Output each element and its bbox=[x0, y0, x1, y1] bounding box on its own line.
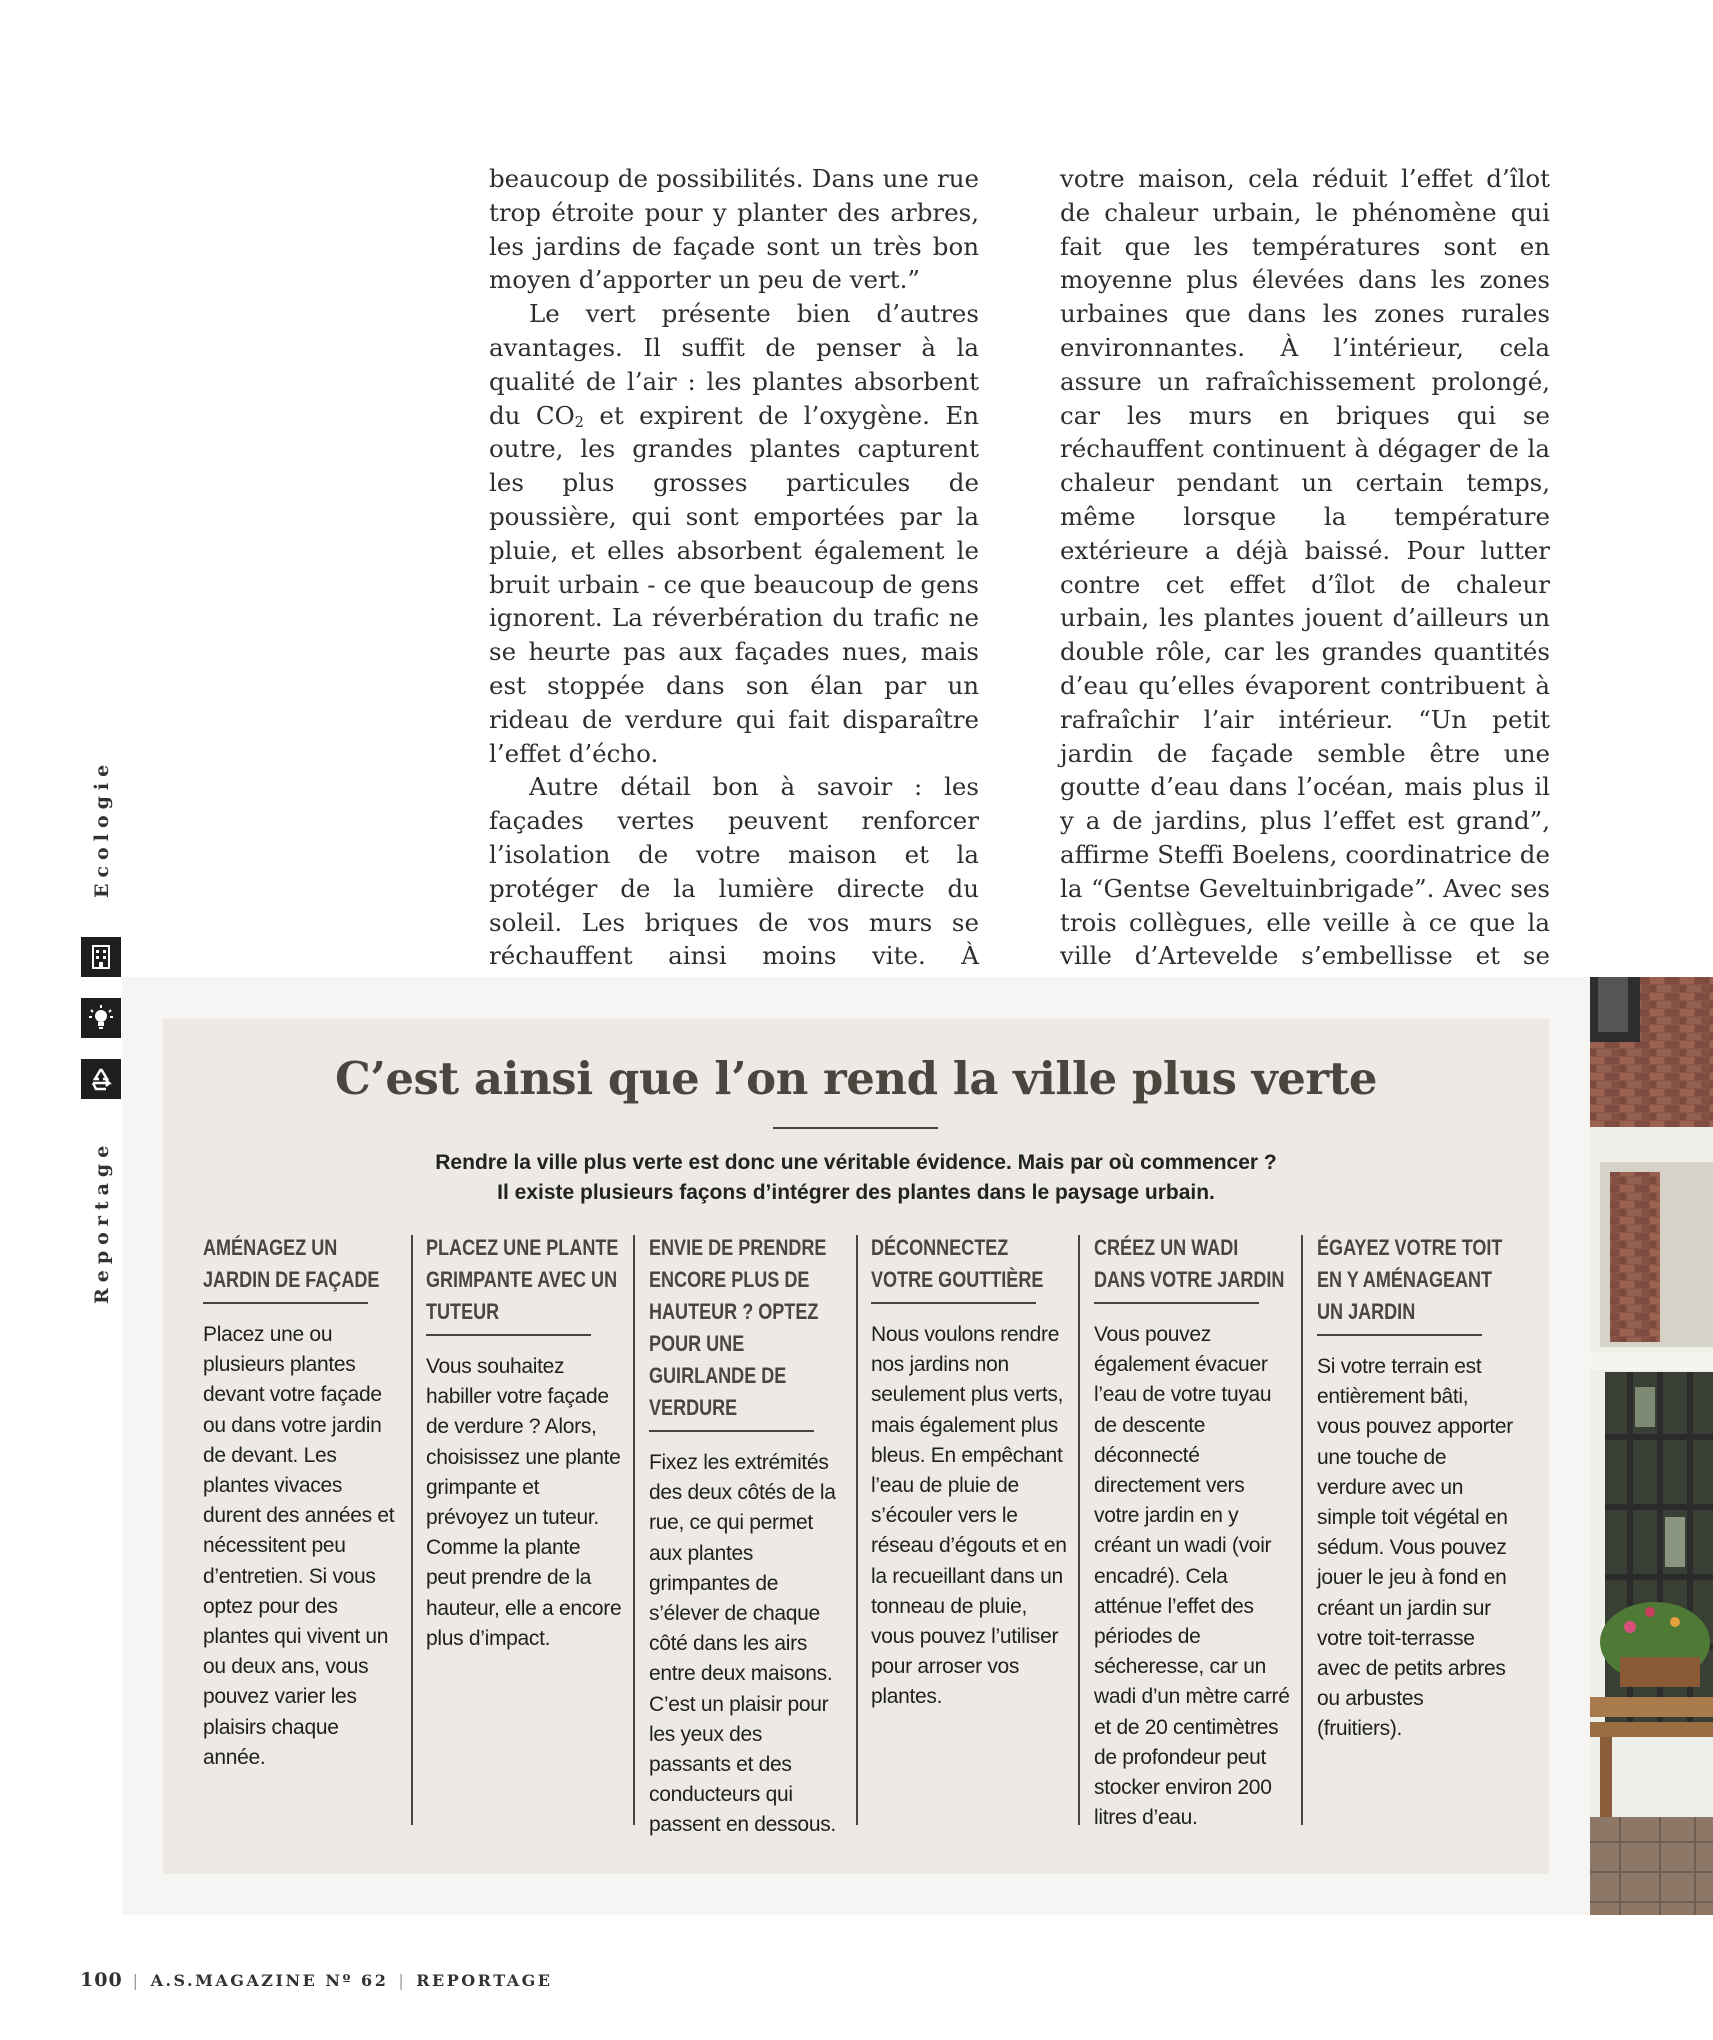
tip-divider bbox=[649, 1430, 814, 1432]
article-column-2 bbox=[1060, 162, 1550, 1007]
tip-heading: ENVIE DE PRENDRE ENCORE PLUS DE HAUTEUR ? OPTEZ POUR UNE GUIRLANDE DE VERDURE bbox=[649, 1235, 827, 1420]
tip-heading: DÉCONNECTEZ VOTRE GOUTTIÈRE bbox=[871, 1235, 1044, 1292]
tip-column bbox=[1094, 1232, 1290, 1833]
tip-divider bbox=[871, 1302, 1036, 1304]
tip-text: Nous voulons rendre nos jardins non seulement plus verts, mais également plus bleus. En empêchant l’eau de pluie de s’écouler vers le réseau d’égouts et en la recueillant dans un tonneau de pluie, vous pouvez l’utiliser pour arroser vos plantes. bbox=[871, 1323, 1067, 1709]
photo-facade-garden bbox=[1590, 977, 1713, 1915]
column-divider bbox=[633, 1235, 635, 1825]
column-divider bbox=[1078, 1235, 1080, 1825]
footer-section: REPORTAGE bbox=[416, 1971, 553, 1990]
tip-divider bbox=[203, 1302, 368, 1304]
article-paragraph: Autre détail bon à savoir : les façades vertes peuvent renforcer l’isolation de votre maison et la protéger de la lumière directe du soleil. Les briques de vos murs se réchauffent ainsi moins vite. À bbox=[489, 772, 979, 971]
article-column-1 bbox=[489, 162, 979, 1007]
tip-text: Fixez les extrémités des deux côtés de la rue, ce qui permet aux plantes grimpantes de s’élever de chaque côté dans les airs entre deux maisons. C’est un plaisir pour les yeux des passants et des conducteurs qui passent en dessous. bbox=[649, 1451, 836, 1837]
section-label-ecologie: Ecologie bbox=[91, 758, 113, 898]
tip-divider bbox=[1317, 1334, 1482, 1336]
box-intro-line: Rendre la ville plus verte est donc une véritable évidence. Mais par où commencer ? bbox=[435, 1151, 1277, 1174]
tip-text: Vous souhaitez habiller votre façade de verdure ? Alors, choisissez une plante grimpante et prévoyez un tuteur. Comme la plante peut prendre de la hauteur, elle a encore plus d’impact. bbox=[426, 1355, 622, 1650]
tip-heading: CRÉEZ UN WADI DANS VOTRE JARDIN bbox=[1094, 1235, 1285, 1292]
tip-heading: ÉGAYEZ VOTRE TOIT EN Y AMÉNAGEANT UN JARDIN bbox=[1317, 1235, 1503, 1324]
tip-column bbox=[1317, 1232, 1513, 1745]
box-intro bbox=[163, 1148, 1549, 1208]
article-paragraph: Le vert présente bien d’autres avantages. Il suffit de penser à la qualité de l’air : les plantes absorbent du $CO_2$ et expirent de l’oxygène. En outre, les grandes plantes capturent les plus grosses particules de poussière, qui sont emportées par la pluie, et elles absorbent également le bruit urbain - ce que beaucoup de gens ignorent. La réverbération du trafic ne se heurte pas aux façades nues, mais est stoppée dans son élan par un rideau de verdure qui fait disparaître l’effet d’écho. bbox=[489, 299, 979, 768]
box-intro-line: Il existe plusieurs façons d’intégrer des plantes dans le paysage urbain. bbox=[497, 1181, 1215, 1204]
column-divider bbox=[411, 1235, 413, 1825]
tip-divider bbox=[1094, 1302, 1259, 1304]
column-divider bbox=[856, 1235, 858, 1825]
tip-column bbox=[426, 1232, 622, 1654]
title-divider bbox=[773, 1127, 938, 1129]
column-divider bbox=[1301, 1235, 1303, 1825]
lightbulb-icon bbox=[81, 998, 121, 1038]
tip-column bbox=[649, 1232, 845, 1841]
tip-heading: AMÉNAGEZ UN JARDIN DE FAÇADE bbox=[203, 1235, 380, 1292]
building-icon bbox=[81, 937, 121, 977]
section-label-reportage: Reportage bbox=[91, 1139, 113, 1304]
article-paragraph: votre maison, cela réduit l’effet d’îlot de chaleur urbain, le phénomène qui fait que les températures sont en moyenne plus élevées dans les zones urbaines que dans les zones rurales environnantes. À l’intérieur, cela assure un rafraîchissement prolongé, car les murs en briques qui se réchauffent continuent à dégager de la chaleur pendant un certain temps, même lorsque la température extérieure a déjà baissé. Pour lutter contre cet effet d’îlot de chaleur urbain, les plantes jouent d’ailleurs un double rôle, car les grandes quantités d’eau qu’elles évaporent contribuent à rafraîchir l’air intérieur. “Un petit jardin de façade semble être une goutte d’eau dans l’océan, mais plus il y a de jardins, plus l’effet est grand”, affirme Steffi Boelens, coordinatrice de la “Gentse Geveltuinbrigade”. Avec ses trois collègues, elle veille à ce que la ville d’Artevelde s’embellisse et se bbox=[1060, 164, 1550, 971]
tip-text: Vous pouvez également évacuer l’eau de votre tuyau de descente déconnecté directement vers votre jardin en y créant un wadi (voir encadré). Cela atténue l’effet des périodes de sécheresse, car un wadi d’un mètre carré et de 20 centimètres de profondeur peut stocker environ 200 litres d’eau. bbox=[1094, 1323, 1290, 1830]
tip-column bbox=[871, 1232, 1067, 1713]
recycle-icon bbox=[81, 1059, 121, 1099]
magazine-name: A.S.MAGAZINE Nº 62 bbox=[150, 1971, 389, 1990]
tip-text: Si votre terrain est entièrement bâti, vous pouvez apporter une touche de verdure avec un simple toit végétal en sédum. Vous pouvez jouer le jeu à fond en créant un jardin sur votre toit-terrasse avec de petits arbres ou arbustes (fruitiers). bbox=[1317, 1355, 1513, 1741]
tip-column bbox=[203, 1232, 399, 1773]
article-paragraph: beaucoup de possibilités. Dans une rue trop étroite pour y planter des arbres, les jardins de façade sont un très bon moyen d’apporter un peu de vert.” bbox=[489, 164, 979, 295]
tip-heading: PLACEZ UNE PLANTE GRIMPANTE AVEC UN TUTEUR bbox=[426, 1235, 619, 1324]
tip-text: Placez une ou plusieurs plantes devant votre façade ou dans votre jardin de devant. Les plantes vivaces durent des années et nécessitent peu d’entretien. Si vous optez pour des plantes qui vivent un ou deux ans, vous pouvez varier les plaisirs chaque année. bbox=[203, 1323, 395, 1769]
page-number: 100 bbox=[80, 1969, 123, 1991]
tip-divider bbox=[426, 1334, 591, 1336]
page-footer: 100 | A.S.MAGAZINE Nº 62 | REPORTAGE bbox=[80, 1969, 553, 1991]
box-title: C’est ainsi que l’on rend la ville plus verte bbox=[334, 1052, 1378, 1105]
